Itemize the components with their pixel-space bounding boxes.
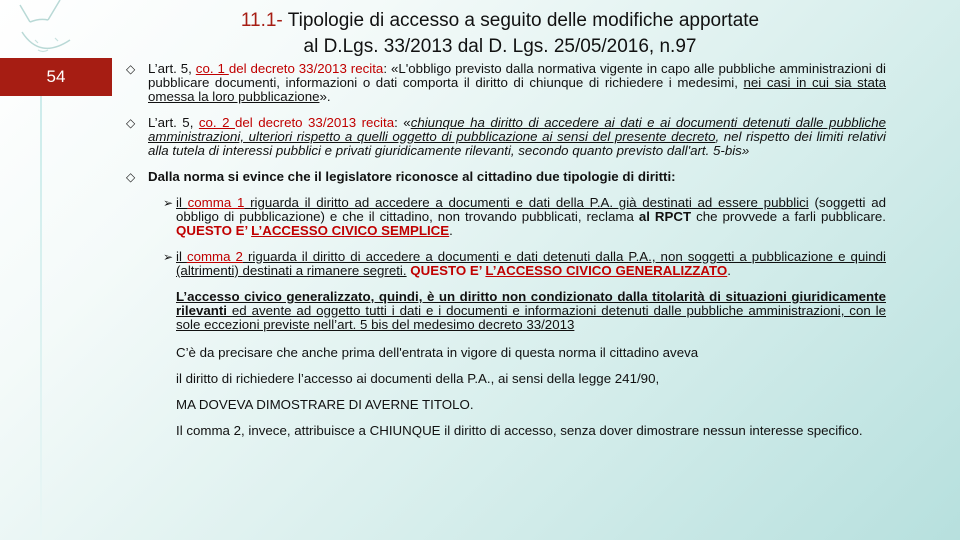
sub-bullet-comma1: [126, 196, 886, 238]
text: il: [176, 249, 187, 264]
text: chiunque ha diritto di accedere ai dati e ai documenti detenuti dalle pubbliche amministrazioni, ulteriori rispetto a quelli oggetto di pubblicazione ai sensi del presente decreto: [148, 115, 886, 144]
text: comma 1: [187, 195, 245, 210]
paragraph-note-2: il diritto di richiedere l’accesso ai documenti della P.A., ai sensi della legge 241/90,: [176, 371, 660, 386]
bullet-art5-co2: [126, 116, 886, 158]
text: ed avente ad oggetto tutti i dati e i documenti e informazioni detenuti dalle pubbliche amministrazioni, con le sole eccezioni previste nell’art. 5 bis del medesimo decreto 33/2013: [176, 303, 886, 332]
text: : «: [394, 115, 411, 130]
paragraph-generalized-access: [126, 290, 886, 332]
text: : «L'obbligo previsto dalla normativa vigente in capo alle pubbliche amministrazioni di pubblicare documenti, informazioni o dati comporta il diritto di chiunque di richiedere i medesimi,: [148, 61, 886, 90]
text: L’accesso civico generalizzato, quindi, è un diritto non condizionato dalla titolarità di situazioni giuridicamente rilevanti: [176, 289, 886, 318]
text: ».: [319, 89, 331, 104]
slide-title: [150, 8, 850, 60]
slide-body: [126, 62, 886, 438]
arrow-bullet-icon: ➢: [163, 250, 174, 264]
text: del decreto 33/2013 recita: [228, 61, 384, 76]
text: nei casi in cui sia stata omessa la loro pubblicazione: [148, 75, 886, 104]
text: comma 2: [186, 249, 243, 264]
text: .: [727, 263, 731, 278]
diamond-bullet-icon: ◇: [126, 62, 136, 76]
text: L’ACCESSO CIVICO SEMPLICE: [251, 223, 450, 238]
text: L’ACCESSO CIVICO GENERALIZZATO: [485, 263, 728, 278]
text: al RPCT: [638, 209, 692, 224]
text: QUESTO E’: [176, 223, 252, 238]
diamond-bullet-icon: ◇: [126, 116, 136, 130]
text: del decreto 33/2013 recita: [234, 115, 395, 130]
text: L’art. 5,: [148, 61, 196, 76]
text: co. 1: [195, 61, 229, 76]
title-line-2: al D.Lgs. 33/2013 dal D. Lgs. 25/05/2016, n.97: [303, 36, 697, 57]
text: riguarda il diritto di accedere a documenti e dati detenuti dalla P.A., non soggetti a pubblicazione e quindi (altrimenti) destinati a rimanere segreti.: [176, 249, 886, 278]
bullet-art5-co1: [126, 62, 886, 104]
text: Dalla norma si evince che il legislatore riconosce al cittadino due tipologie di diritti:: [148, 169, 676, 184]
title-line-1: Tipologie di accesso a seguito delle modifiche apportate: [282, 10, 760, 31]
diamond-bullet-icon: ◇: [126, 170, 136, 184]
paragraph-note-3: MA DOVEVA DIMOSTRARE DI AVERNE TITOLO.: [176, 397, 474, 412]
text: co. 2: [198, 115, 235, 130]
paragraph-note-4: Il comma 2, invece, attribuisce a CHIUNQUE il diritto di accesso, senza dover dimostrare nessun interesse specifico.: [176, 423, 863, 438]
text: , nel rispetto dei limiti relativi alla tutela di interessi pubblici e privati giuridicamente rilevanti, secondo quanto previsto dall'art. 5-bis»: [148, 129, 886, 158]
text: (soggetti ad obbligo di pubblicazione) e che il cittadino, non trovando pubblicati, reclama: [176, 195, 887, 224]
arrow-bullet-icon: ➢: [163, 196, 174, 210]
text: .: [449, 223, 453, 238]
text: il: [176, 195, 188, 210]
slide-number: 54: [46, 67, 66, 86]
slide-number-badge: [0, 58, 112, 96]
text: riguarda il diritto ad accedere a documenti e dati della P.A. già destinati ad essere pubblici: [244, 195, 809, 210]
sub-bullet-comma2: [126, 250, 886, 278]
text: QUESTO E’: [406, 263, 486, 278]
bullet-two-types: [126, 170, 886, 184]
left-divider-line: [40, 96, 42, 540]
text: L’art. 5,: [148, 115, 199, 130]
title-section-number: 11.1-: [240, 10, 283, 31]
text: che provvede a farli pubblicare.: [691, 209, 886, 224]
paragraph-note-1: C’è da precisare che anche prima dell'entrata in vigore di questa norma il cittadino aveva: [176, 345, 699, 360]
